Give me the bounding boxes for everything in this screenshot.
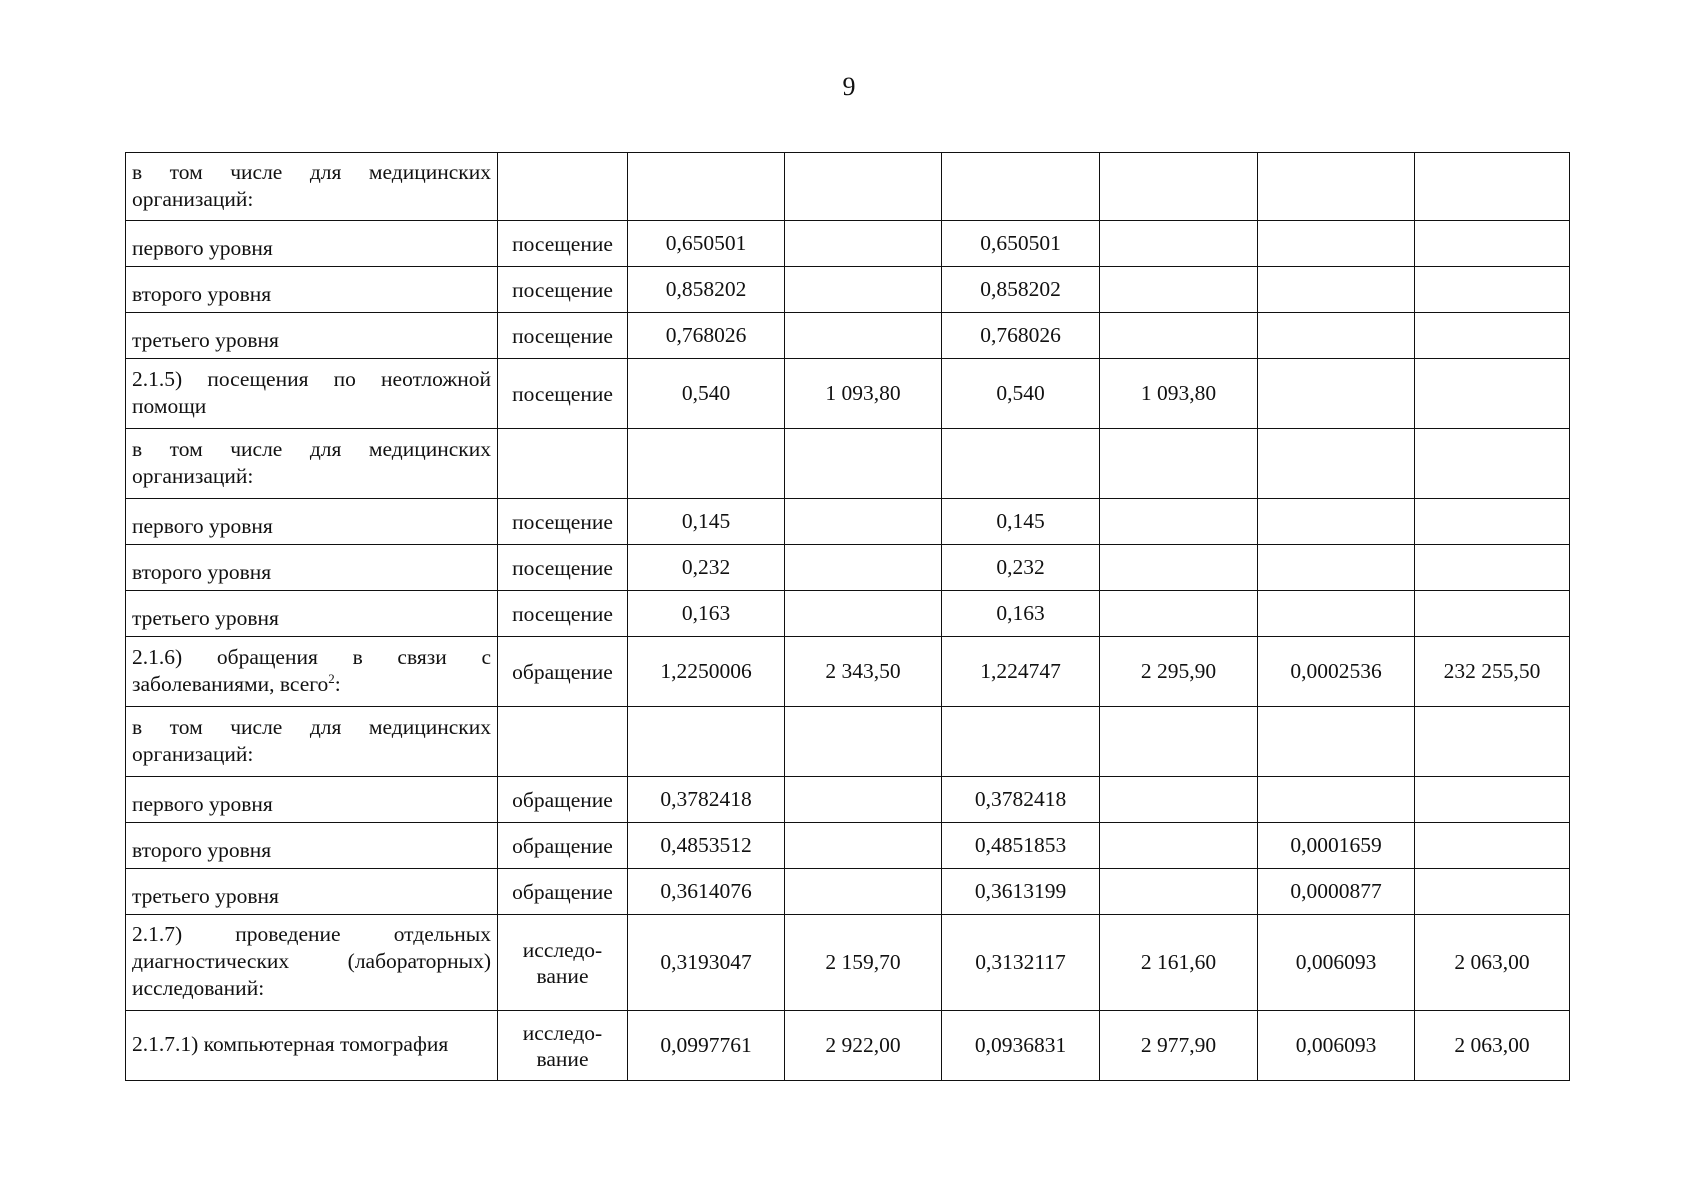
table-row bbox=[126, 637, 1570, 707]
cell-value bbox=[785, 591, 942, 637]
cell-value bbox=[1415, 499, 1570, 545]
cell-value: 0,768026 bbox=[628, 313, 785, 359]
cell-value bbox=[1100, 267, 1258, 313]
norms-table bbox=[125, 152, 1570, 1081]
row-name: в том числе для медицинских организаций: bbox=[126, 153, 498, 221]
cell-value: 2 063,00 bbox=[1415, 915, 1570, 1011]
row-name: второго уровня bbox=[126, 823, 498, 869]
row-unit: обращение bbox=[498, 869, 628, 915]
cell-value: 0,540 bbox=[942, 359, 1100, 429]
row-unit: обращение bbox=[498, 777, 628, 823]
page-number: 9 bbox=[842, 72, 856, 101]
row-unit: посещение bbox=[498, 545, 628, 591]
cell-value: 0,3613199 bbox=[942, 869, 1100, 915]
cell-value: 2 159,70 bbox=[785, 915, 942, 1011]
cell-value: 2 161,60 bbox=[1100, 915, 1258, 1011]
cell-value bbox=[1258, 359, 1415, 429]
cell-value bbox=[1100, 545, 1258, 591]
cell-value: 1 093,80 bbox=[785, 359, 942, 429]
row-unit: посещение bbox=[498, 591, 628, 637]
row-unit: посещение bbox=[498, 359, 628, 429]
row-unit bbox=[498, 429, 628, 499]
cell-value bbox=[1258, 591, 1415, 637]
cell-value bbox=[1415, 429, 1570, 499]
cell-value bbox=[1258, 499, 1415, 545]
table-row bbox=[126, 545, 1570, 591]
cell-value bbox=[1415, 707, 1570, 777]
cell-value: 0,0936831 bbox=[942, 1011, 1100, 1081]
cell-value: 0,858202 bbox=[628, 267, 785, 313]
row-name: второго уровня bbox=[126, 267, 498, 313]
cell-value: 2 343,50 bbox=[785, 637, 942, 707]
row-name: в том числе для медицинских организаций: bbox=[126, 707, 498, 777]
table-row bbox=[126, 777, 1570, 823]
cell-value bbox=[1415, 221, 1570, 267]
cell-value bbox=[1100, 869, 1258, 915]
cell-value bbox=[1100, 153, 1258, 221]
cell-value: 0,006093 bbox=[1258, 1011, 1415, 1081]
cell-value bbox=[628, 153, 785, 221]
cell-value: 0,0001659 bbox=[1258, 823, 1415, 869]
cell-value: 0,650501 bbox=[942, 221, 1100, 267]
table-row bbox=[126, 429, 1570, 499]
table-row bbox=[126, 359, 1570, 429]
row-unit bbox=[498, 153, 628, 221]
cell-value bbox=[1258, 707, 1415, 777]
cell-value bbox=[1415, 267, 1570, 313]
cell-value bbox=[628, 429, 785, 499]
cell-value: 0,0997761 bbox=[628, 1011, 785, 1081]
table-row bbox=[126, 707, 1570, 777]
cell-value: 0,650501 bbox=[628, 221, 785, 267]
cell-value bbox=[942, 707, 1100, 777]
cell-value bbox=[942, 153, 1100, 221]
cell-value: 0,145 bbox=[628, 499, 785, 545]
cell-value bbox=[1258, 545, 1415, 591]
cell-value: 0,3782418 bbox=[942, 777, 1100, 823]
cell-value bbox=[785, 221, 942, 267]
cell-value: 0,0002536 bbox=[1258, 637, 1415, 707]
row-name: третьего уровня bbox=[126, 591, 498, 637]
row-unit: посещение bbox=[498, 313, 628, 359]
row-name-text: 2.1.6) обращения в связи с заболеваниями, всего bbox=[132, 644, 491, 696]
cell-value bbox=[785, 823, 942, 869]
cell-value bbox=[1258, 777, 1415, 823]
cell-value bbox=[1415, 545, 1570, 591]
footnote-mark: 2 bbox=[328, 670, 335, 686]
cell-value: 0,3193047 bbox=[628, 915, 785, 1011]
table-row bbox=[126, 499, 1570, 545]
cell-value: 2 063,00 bbox=[1415, 1011, 1570, 1081]
cell-value bbox=[1415, 869, 1570, 915]
row-name: первого уровня bbox=[126, 499, 498, 545]
row-unit: посещение bbox=[498, 221, 628, 267]
cell-value: 0,3132117 bbox=[942, 915, 1100, 1011]
cell-value: 0,232 bbox=[628, 545, 785, 591]
row-unit: обращение bbox=[498, 823, 628, 869]
row-unit: исследо-вание bbox=[498, 1011, 628, 1081]
cell-value bbox=[1415, 359, 1570, 429]
row-unit: обращение bbox=[498, 637, 628, 707]
cell-value: 0,540 bbox=[628, 359, 785, 429]
table-row bbox=[126, 221, 1570, 267]
cell-value: 0,145 bbox=[942, 499, 1100, 545]
row-name: первого уровня bbox=[126, 777, 498, 823]
table-row bbox=[126, 869, 1570, 915]
cell-value bbox=[1415, 591, 1570, 637]
cell-value: 2 977,90 bbox=[1100, 1011, 1258, 1081]
row-name: второго уровня bbox=[126, 545, 498, 591]
row-unit: исследо-вание bbox=[498, 915, 628, 1011]
cell-value bbox=[1100, 591, 1258, 637]
cell-value bbox=[785, 707, 942, 777]
cell-value: 0,006093 bbox=[1258, 915, 1415, 1011]
row-name: третьего уровня bbox=[126, 869, 498, 915]
table-row bbox=[126, 915, 1570, 1011]
cell-value bbox=[785, 267, 942, 313]
table-row bbox=[126, 153, 1570, 221]
row-unit: посещение bbox=[498, 267, 628, 313]
cell-value bbox=[785, 313, 942, 359]
cell-value bbox=[1415, 777, 1570, 823]
row-name: 2.1.5) посещения по неотложной помощи bbox=[126, 359, 498, 429]
cell-value: 0,163 bbox=[942, 591, 1100, 637]
cell-value: 0,0000877 bbox=[1258, 869, 1415, 915]
cell-value bbox=[1100, 499, 1258, 545]
cell-value: 0,232 bbox=[942, 545, 1100, 591]
cell-value: 0,163 bbox=[628, 591, 785, 637]
cell-value: 0,4853512 bbox=[628, 823, 785, 869]
cell-value bbox=[942, 429, 1100, 499]
cell-value: 1,224747 bbox=[942, 637, 1100, 707]
cell-value: 0,4851853 bbox=[942, 823, 1100, 869]
cell-value bbox=[1415, 823, 1570, 869]
row-unit bbox=[498, 707, 628, 777]
row-name: в том числе для медицинских организаций: bbox=[126, 429, 498, 499]
cell-value bbox=[1100, 313, 1258, 359]
cell-value bbox=[1415, 313, 1570, 359]
table-row bbox=[126, 267, 1570, 313]
cell-value bbox=[1258, 153, 1415, 221]
cell-value bbox=[1100, 777, 1258, 823]
row-name: 2.1.7.1) компьютерная томография bbox=[126, 1011, 498, 1081]
cell-value bbox=[785, 545, 942, 591]
cell-value bbox=[785, 777, 942, 823]
cell-value: 1 093,80 bbox=[1100, 359, 1258, 429]
cell-value bbox=[785, 499, 942, 545]
cell-value bbox=[1100, 707, 1258, 777]
cell-value: 2 295,90 bbox=[1100, 637, 1258, 707]
cell-value bbox=[1258, 221, 1415, 267]
row-name bbox=[126, 637, 498, 707]
cell-value bbox=[1258, 313, 1415, 359]
cell-value bbox=[785, 429, 942, 499]
row-name: 2.1.7) проведение отдельных диагностических (лабораторных) исследований: bbox=[126, 915, 498, 1011]
cell-value bbox=[1100, 823, 1258, 869]
cell-value: 0,858202 bbox=[942, 267, 1100, 313]
table-row bbox=[126, 1011, 1570, 1081]
cell-value: 2 922,00 bbox=[785, 1011, 942, 1081]
row-unit: посещение bbox=[498, 499, 628, 545]
cell-value bbox=[785, 869, 942, 915]
cell-value bbox=[1100, 429, 1258, 499]
cell-value bbox=[1415, 153, 1570, 221]
cell-value bbox=[628, 707, 785, 777]
cell-value: 0,768026 bbox=[942, 313, 1100, 359]
cell-value bbox=[1258, 267, 1415, 313]
table-row bbox=[126, 823, 1570, 869]
cell-value bbox=[1258, 429, 1415, 499]
cell-value bbox=[785, 153, 942, 221]
cell-value: 0,3614076 bbox=[628, 869, 785, 915]
cell-value bbox=[1100, 221, 1258, 267]
table-row bbox=[126, 313, 1570, 359]
row-name-tail: : bbox=[334, 671, 341, 696]
cell-value: 0,3782418 bbox=[628, 777, 785, 823]
row-name: третьего уровня bbox=[126, 313, 498, 359]
table-row bbox=[126, 591, 1570, 637]
row-name: первого уровня bbox=[126, 221, 498, 267]
cell-value: 232 255,50 bbox=[1415, 637, 1570, 707]
cell-value: 1,2250006 bbox=[628, 637, 785, 707]
